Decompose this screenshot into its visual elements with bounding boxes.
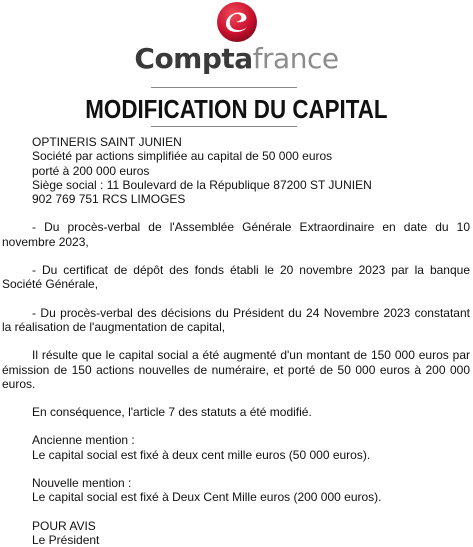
comptafrance-logo-icon <box>212 0 262 44</box>
brand-name-bold: Compta <box>134 42 253 75</box>
notice-title: MODIFICATION DU CAPITAL <box>85 94 388 124</box>
company-block <box>2 135 470 206</box>
paragraph-consequence: En conséquence, l'article 7 des statuts a été modifié. <box>32 405 312 420</box>
paragraph-president: - Du procès-verbal des décisions du Président du 24 Novembre 2023 constatant la réalisation de l'augmentation de capital, <box>2 305 470 334</box>
title-bottom-rule <box>151 126 297 127</box>
company-form: Société par actions simplifiée au capital de 50 000 euros <box>32 149 333 164</box>
new-mention-label: Nouvelle mention : <box>32 476 132 491</box>
new-mention-text: Le capital social est fixé à Deux Cent Mille euros (200 000 euros). <box>32 490 382 505</box>
company-seat: Siège social : 11 Boulevard de la République 87200 ST JUNIEN <box>32 177 372 192</box>
notice-body <box>2 135 470 547</box>
old-mention-text: Le capital social est fixé à deux cent mille euros (50 000 euros). <box>32 447 371 462</box>
company-capital-change: porté à 200 000 euros <box>32 163 150 178</box>
company-registration: 902 769 751 RCS LIMOGES <box>32 192 186 207</box>
paragraph-agm: - Du procès-verbal de l'Assemblée Générale Extraordinaire en date du 10 novembre 2023, <box>2 220 470 249</box>
title-top-rule <box>151 87 297 88</box>
brand-wordmark <box>0 42 473 76</box>
closing-pour-avis: POUR AVIS <box>32 518 96 533</box>
paragraph-deposit: - Du certificat de dépôt des fonds établi le 20 novembre 2023 par la banque Société Générale, <box>2 263 470 292</box>
brand-name-light: france <box>252 42 339 75</box>
company-name: OPTINERIS SAINT JUNIEN <box>32 135 182 149</box>
paragraph-result: Il résulte que le capital social a été augmenté d'un montant de 150 000 euros par émission de 150 actions nouvelles de numéraire, et porté de 50 000 euros à 200 000 euros. <box>2 348 470 391</box>
closing-signatory: Le Président <box>32 532 100 547</box>
logo-header <box>0 0 473 84</box>
old-mention-label: Ancienne mention : <box>32 433 135 448</box>
